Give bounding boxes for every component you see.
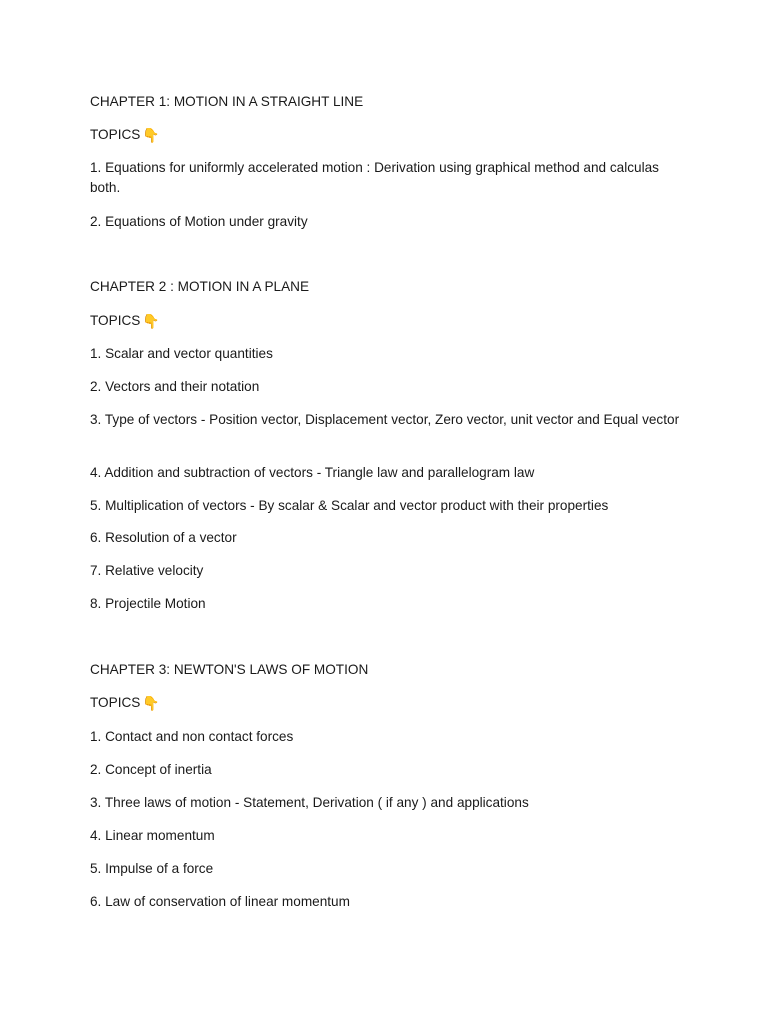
topic-item: 2. Equations of Motion under gravity: [90, 214, 308, 229]
topic-item: 3. Type of vectors - Position vector, Displacement vector, Zero vector, unit vector and Equal vector: [90, 412, 680, 427]
topic-item: 4. Addition and subtraction of vectors - Triangle law and parallelogram law: [90, 465, 535, 480]
chapter-title: CHAPTER 2 : MOTION IN A PLANE: [90, 279, 310, 294]
topic-item: 6. Resolution of a vector: [90, 530, 237, 545]
topics-heading: [90, 125, 680, 145]
topic-item: 7. Relative velocity: [90, 563, 204, 578]
topic-item: 2. Concept of inertia: [90, 762, 212, 777]
topic-item: 8. Projectile Motion: [90, 596, 206, 611]
topics-heading: [90, 693, 680, 713]
topic-item: 3. Three laws of motion - Statement, Derivation ( if any ) and applications: [90, 795, 529, 810]
topic-item: 2. Vectors and their notation: [90, 379, 260, 394]
topics-label: TOPICS: [90, 127, 141, 142]
topic-item: 5. Multiplication of vectors - By scalar & Scalar and vector product with their properties: [90, 498, 609, 513]
topic-item: 5. Impulse of a force: [90, 861, 214, 876]
topic-item: 1. Contact and non contact forces: [90, 729, 294, 744]
topics-label: TOPICS: [90, 313, 141, 328]
pointing-down-hand-icon: 👇: [142, 313, 160, 329]
topics-label: TOPICS: [90, 695, 141, 710]
chapter-title: CHAPTER 3: NEWTON'S LAWS OF MOTION: [90, 662, 369, 677]
pointing-down-hand-icon: 👇: [142, 695, 160, 711]
pointing-down-hand-icon: 👇: [142, 127, 160, 143]
chapter-title: CHAPTER 1: MOTION IN A STRAIGHT LINE: [90, 94, 364, 109]
topic-item: 6. Law of conservation of linear momentum: [90, 894, 350, 909]
topics-heading: [90, 311, 680, 331]
topic-item: 4. Linear momentum: [90, 828, 215, 843]
topic-item: 1. Equations for uniformly accelerated motion : Derivation using graphical method and calculas both.: [90, 160, 659, 195]
topic-item: 1. Scalar and vector quantities: [90, 346, 273, 361]
